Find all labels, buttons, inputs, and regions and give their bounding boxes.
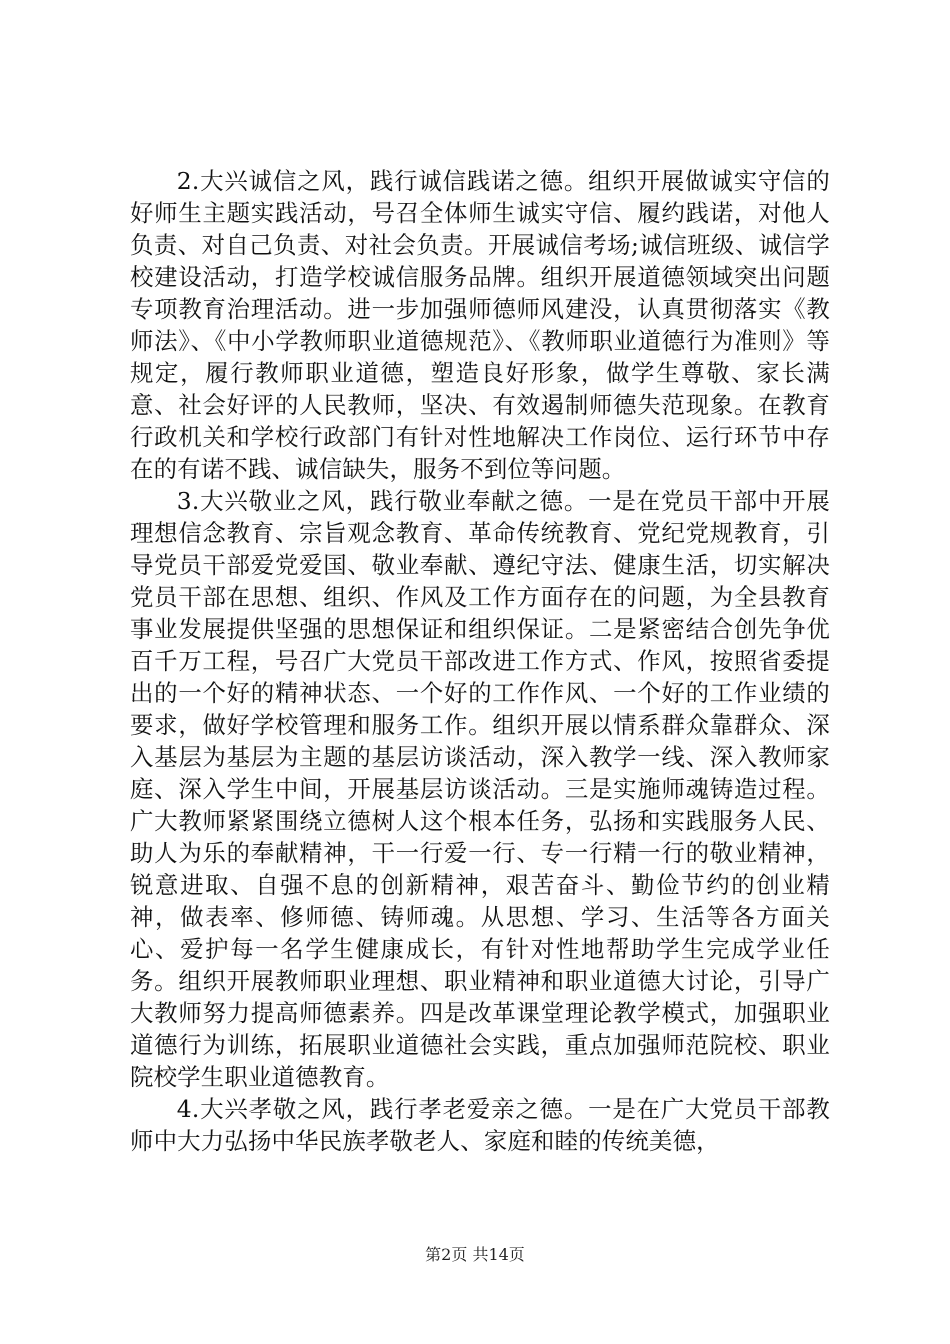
document-body: [130, 165, 830, 1157]
paragraph-filial-piety: 4.大兴孝敬之风，践行孝老爱亲之德。一是在广大党员干部教师中大力弘扬中华民族孝敬老人、家庭和睦的传统美德，: [130, 1095, 830, 1155]
page-number-footer: 第2页 共14页: [425, 1245, 525, 1264]
paragraph-dedication: 3.大兴敬业之风，践行敬业奉献之德。一是在党员干部中开展理想信念教育、宗旨观念教育、革命传统教育、党纪党规教育，引导党员干部爱党爱国、敬业奉献、遵纪守法、健康生活，切实解决党员干部在思想、组织、作风及工作方面存在的问题，为全县教育事业发展提供坚强的思想保证和组织保证。二是紧密结合创先争优百千万工程，号召广大党员干部改进工作方式、作风，按照省委提出的一个好的精神状态、一个好的工作作风、一个好的工作业绩的要求，做好学校管理和服务工作。组织开展以情系群众靠群众、深入基层为基层为主题的基层访谈活动，深入教学一线、深入教师家庭、深入学生中间，开展基层访谈活动。三是实施师魂铸造过程。广大教师紧紧围绕立德树人这个根本任务，弘扬和实践服务人民、助人为乐的奉献精神，干一行爱一行、专一行精一行的敬业精神，锐意进取、自强不息的创新精神，艰苦奋斗、勤俭节约的创业精神，做表率、修师德、铸师魂。从思想、学习、生活等各方面关心、爱护每一名学生健康成长，有针对性地帮助学生完成学业任务。组织开展教师职业理想、职业精神和职业道德大讨论，引导广大教师努力提高师德素养。四是改革课堂理论教学模式，加强职业道德行为训练，拓展职业道德社会实践，重点加强师范院校、职业院校学生职业道德教育。: [130, 487, 830, 1091]
paragraph-integrity: 2.大兴诚信之风，践行诚信践诺之德。组织开展做诚实守信的好师生主题实践活动，号召全体师生诚实守信、履约践诺，对他人负责、对自己负责、对社会负责。开展诚信考场;诚信班级、诚信学校建设活动，打造学校诚信服务品牌。组织开展道德领域突出问题专项教育治理活动。进一步加强师德师风建没，认真贯彻落实《教师法》、《中小学教师职业道德规范》、《教师职业道德行为准则》等规定，履行教师职业道德，塑造良好形象，做学生尊敬、家长满意、社会好评的人民教师，坚决、有效遏制师德失范现象。在教育行政机关和学校行政部门有针对性地解决工作岗位、运行环节中存在的有诺不践、诚信缺失，服务不到位等问题。: [130, 167, 830, 483]
